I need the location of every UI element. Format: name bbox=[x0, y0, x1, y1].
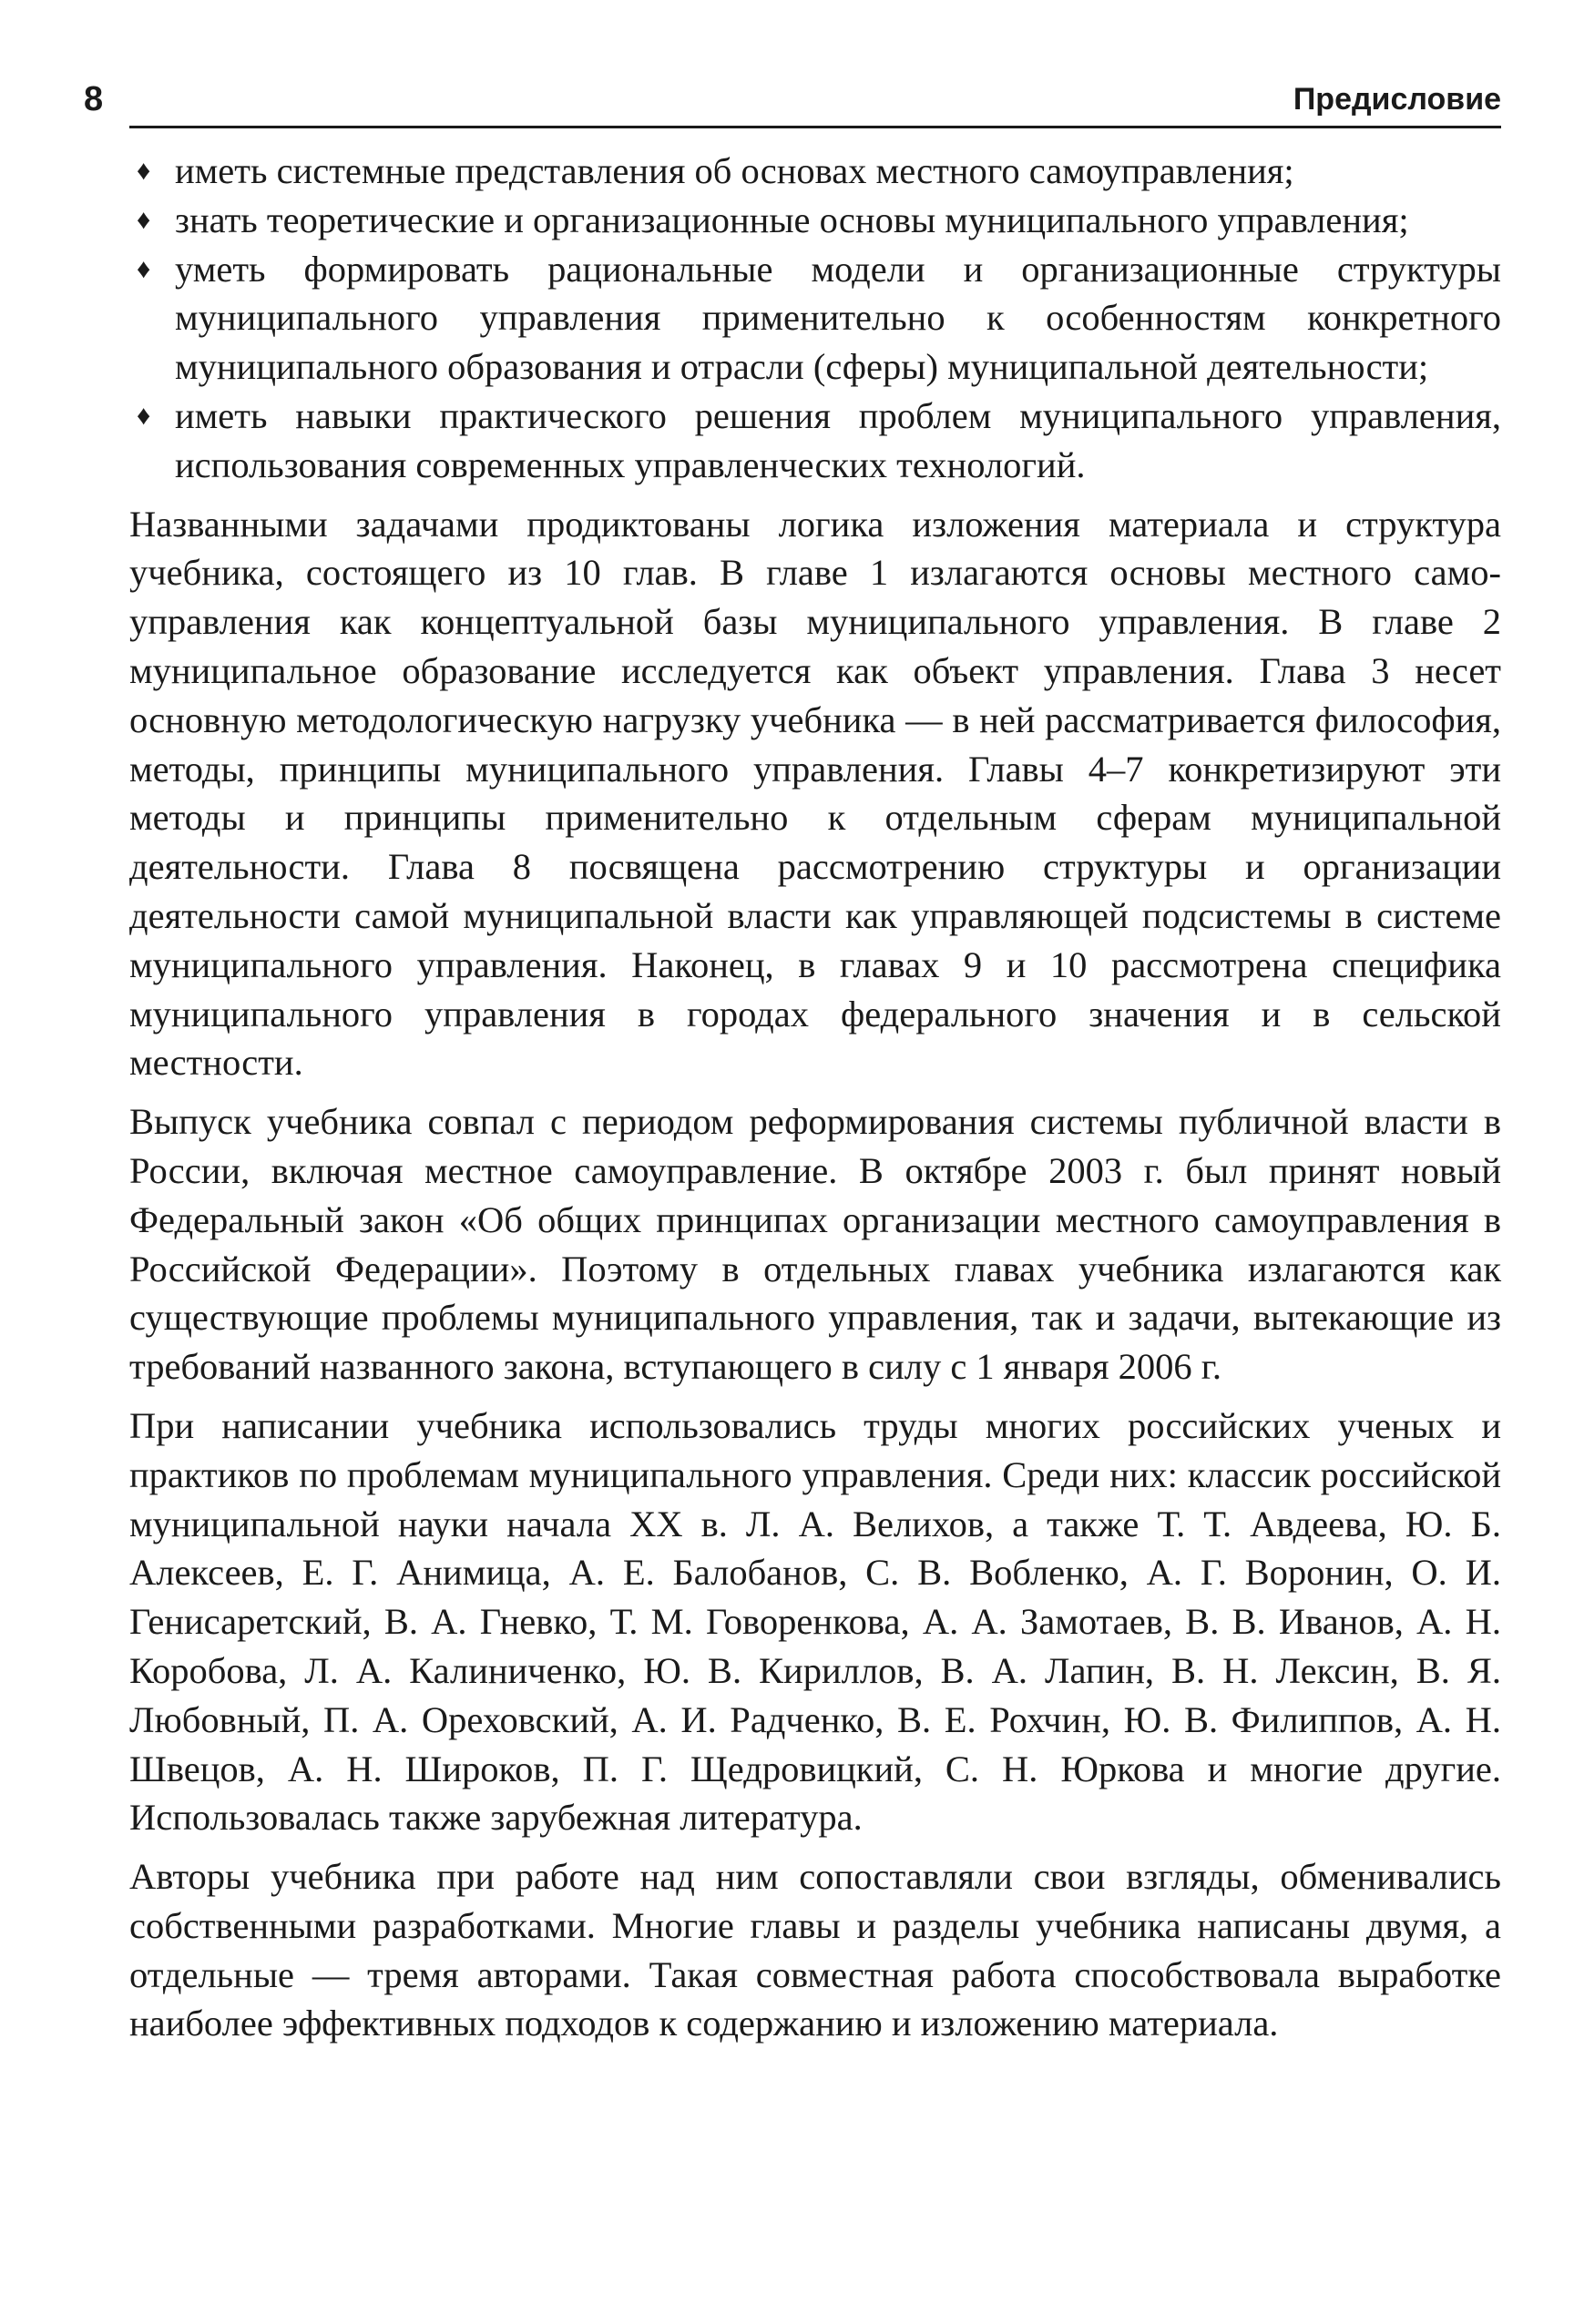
page-body bbox=[129, 147, 1501, 2048]
goals-list bbox=[129, 147, 1501, 490]
list-item-text: уметь формировать рациональные модели и организационные структуры муниципального управления применительно к особенностям конкретного муниципального образования и отрасли (сферы) муниципальной деятельности; bbox=[175, 248, 1501, 388]
list-item bbox=[129, 392, 1501, 490]
list-item bbox=[129, 245, 1501, 392]
running-head bbox=[84, 73, 1501, 128]
diamond-bullet-icon: ♦ bbox=[137, 253, 151, 284]
section-title: Предисловие bbox=[1293, 82, 1501, 117]
diamond-bullet-icon: ♦ bbox=[137, 400, 151, 431]
diamond-bullet-icon: ♦ bbox=[137, 156, 151, 186]
paragraph-reform: Выпуск учебника совпал с периодом реформирования системы публичной власти в России, включая местное самоуправление. В октябре 2003 г. был принят новый Федеральный закон «Об общих принципах организации местного самоуправления в Российской Федерации». Поэтому в отдельных главах учебника излагаются как существующие проблемы муниципального управления, так и задачи, вытекающие из требований названного закона, вступающего в силу с 1 января 2006 г. bbox=[129, 1101, 1501, 1388]
paragraph-authors: Авторы учебника при работе над ним сопоставляли свои взгляды, обменивались собственными разработками. Многие главы и разделы учебника написаны двумя, а отдельные — тремя авторами. Такая совместная работа способствовала выработке наиболее эффективных подходов к содержанию и изложению материала. bbox=[129, 1856, 1501, 2044]
list-item-text: иметь системные представления об основах местного самоуправления; bbox=[175, 150, 1294, 191]
list-item bbox=[129, 196, 1501, 245]
page-number: 8 bbox=[84, 80, 104, 118]
list-item-text: иметь навыки практического решения проблем муниципального управления, использования современных управленческих технологий. bbox=[175, 394, 1501, 485]
list-item-text: знать теоретические и организационные основы муниципального управления; bbox=[175, 199, 1409, 240]
diamond-bullet-icon: ♦ bbox=[137, 204, 151, 235]
paragraph-sources: При написании учебника использовались труды многих российских ученых и практиков по проблемам муниципального управления. Среди них: классик российской муниципальной науки начала XX в. Л. А. Велихов, а также Т. Т. Авдеева, Ю. Б. Алексеев, Е. Г. Анимица, А. Е. Балобанов, С. В. Вобленко, А. Г. Воронин, О. И. Генисаретский, В. А. Гневко, Т. М. Говоренкова, А. А. Замотаев, В. В. Иванов, А. Н. Коробова, Л. А. Калиниченко, Ю. В. Кириллов, В. А. Лапин, В. Н. Лексин, В. Я. Любовный, П. А. Ореховский, А. И. Радченко, В. Е. Рохчин, Ю. В. Филиппов, А. Н. Швецов, А. Н. Широков, П. Г. Щедровицкий, С. Н. Юркова и многие другие. Использовалась также зарубежная литература. bbox=[129, 1404, 1501, 1839]
list-item bbox=[129, 147, 1501, 196]
paragraph-structure: Названными задачами продиктованы логика изложения материала и структура учебника, состоящего из 10 глав. В главе 1 излагаются основы местного самоуправления как концептуальной базы муниципального управления. В главе 2 муниципальное образование исследуется как объект управления. Глава 3 несет основную методологическую нагрузку учебника — в ней рассматривается философия, методы, принципы муниципального управления. Главы 4–7 конкретизируют эти методы и принципы применительно к отдельным сферам муниципальной деятельности. Глава 8 посвящена рассмотрению структуры и организации деятельности самой муниципальной власти как управляющей подсистемы в системе муниципального управления. Наконец, в главах 9 и 10 рассмотрена специфика муниципального управления в городах федерального значения и в сельской местности. bbox=[129, 503, 1501, 1084]
